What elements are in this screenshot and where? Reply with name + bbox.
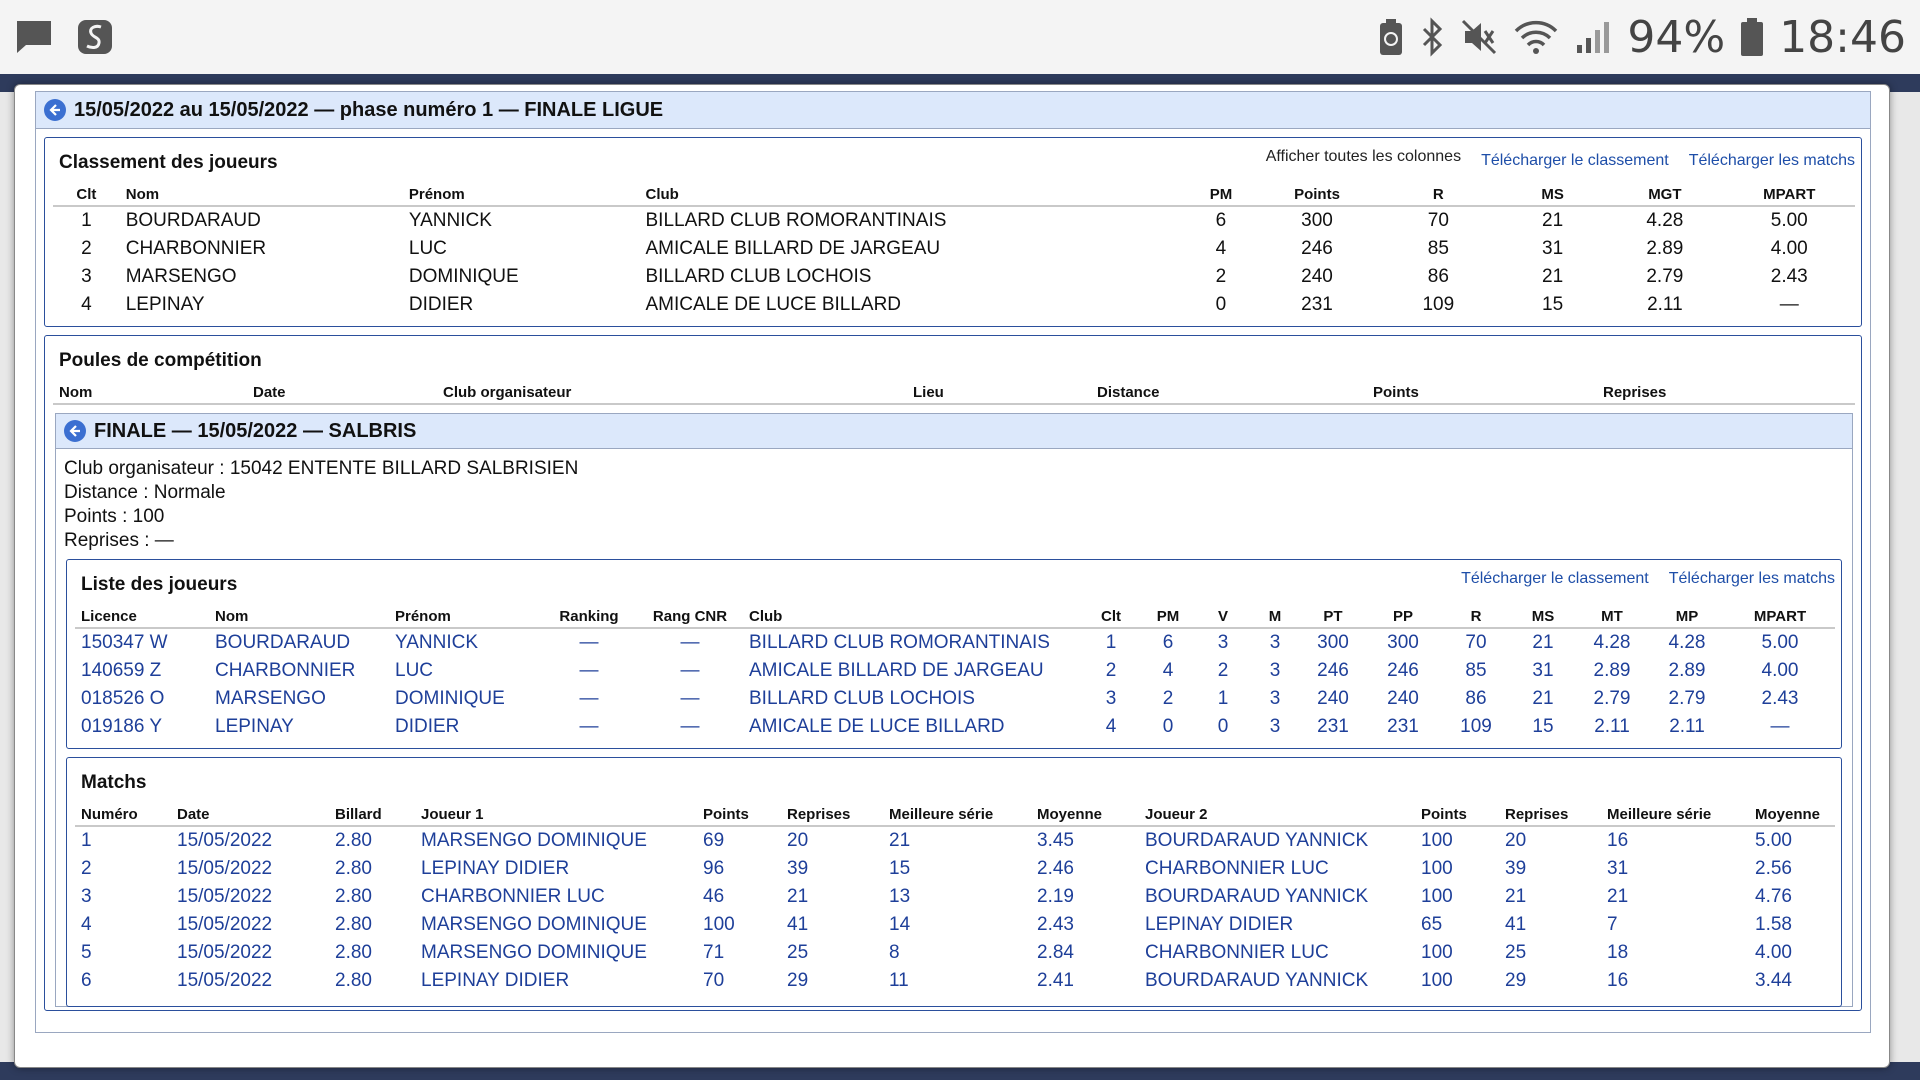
- table-cell: 4.28: [1668, 632, 1706, 653]
- table-cell: 2.80: [335, 914, 372, 935]
- column-header-date: Date: [247, 380, 437, 404]
- table-cell: 3: [1217, 632, 1229, 653]
- table-cell: 15: [1532, 716, 1554, 737]
- table-cell: —: [579, 660, 599, 681]
- table-row[interactable]: [75, 855, 1835, 883]
- column-header-distance: Distance: [1091, 380, 1367, 404]
- table-cell: MARSENGO: [215, 688, 326, 709]
- table-cell: CHARBONNIER LUC: [421, 886, 605, 907]
- ranking-section: [44, 137, 1862, 327]
- table-cell: DOMINIQUE: [395, 688, 505, 709]
- download-ranking-link[interactable]: Télécharger le classement: [1481, 152, 1669, 169]
- table-cell: 2: [1215, 266, 1227, 287]
- table-cell: MARSENGO DOMINIQUE: [421, 830, 647, 851]
- table-cell: 2.43: [1037, 914, 1074, 935]
- table-cell: 70: [1465, 632, 1487, 653]
- table-cell: 21: [1532, 632, 1554, 653]
- column-header-pt: PT: [1301, 604, 1365, 628]
- clock: 18:46: [1779, 11, 1906, 63]
- table-cell: 300: [1387, 632, 1419, 653]
- table-cell: 5.00: [1755, 830, 1792, 851]
- table-cell: BOURDARAUD YANNICK: [1145, 970, 1369, 991]
- table-row[interactable]: [75, 967, 1835, 995]
- table-cell: 2: [1105, 660, 1117, 681]
- phase-panel: [35, 91, 1871, 1033]
- table-cell: 21: [787, 886, 809, 907]
- column-header-reprises: Reprises: [1499, 802, 1601, 826]
- back-arrow-icon[interactable]: [44, 99, 66, 121]
- table-cell: 71: [703, 942, 725, 963]
- table-cell: LUC: [408, 238, 447, 259]
- table-cell: AMICALE BILLARD DE JARGEAU: [645, 238, 941, 259]
- table-cell: 15/05/2022: [177, 886, 273, 907]
- battery-icon: [1739, 16, 1765, 58]
- table-cell: 2: [81, 858, 92, 879]
- matches-section: [66, 757, 1842, 1007]
- pool-header: [56, 414, 1852, 449]
- table-cell: 2.80: [335, 830, 372, 851]
- players-section: [66, 559, 1842, 749]
- table-cell: AMICALE BILLARD DE JARGEAU: [749, 660, 1044, 681]
- table-row[interactable]: [75, 883, 1835, 911]
- pools-section: [44, 335, 1862, 1011]
- table-cell: 15/05/2022: [177, 942, 273, 963]
- column-header-club-organisateur: Club organisateur: [437, 380, 907, 404]
- table-cell: DIDIER: [395, 716, 460, 737]
- table-cell: BOURDARAUD YANNICK: [1145, 830, 1369, 851]
- table-cell: 4: [81, 914, 92, 935]
- table-cell: 109: [1460, 716, 1492, 737]
- table-cell: 21: [889, 830, 911, 851]
- players-title: Liste des joueurs: [81, 574, 238, 595]
- table-cell: CHARBONNIER: [125, 238, 267, 259]
- table-cell: 86: [1427, 266, 1449, 287]
- pool-reprises: Reprises : —: [64, 530, 174, 551]
- column-header-club: Club: [743, 604, 1083, 628]
- table-row[interactable]: [75, 657, 1835, 685]
- table-cell: 4.28: [1593, 632, 1631, 653]
- table-cell: 5.00: [1770, 210, 1808, 231]
- table-cell: 21: [1532, 688, 1554, 709]
- table-cell: 15/05/2022: [177, 858, 273, 879]
- pools-table: [53, 380, 1855, 405]
- table-cell: 100: [703, 914, 735, 935]
- status-bar: [0, 0, 1920, 74]
- table-cell: 4: [1105, 716, 1117, 737]
- table-cell: LEPINAY: [215, 716, 294, 737]
- table-row[interactable]: [75, 826, 1835, 855]
- column-header-rang-cnr: Rang CNR: [637, 604, 743, 628]
- table-cell: LUC: [395, 660, 434, 681]
- table-cell: —: [680, 716, 700, 737]
- phase-title: 15/05/2022 au 15/05/2022 — phase numéro 1 — FINALE LIGUE: [74, 98, 664, 121]
- pool-title: FINALE — 15/05/2022 — SALBRIS: [94, 419, 417, 442]
- ranking-title: Classement des joueurs: [59, 152, 278, 173]
- table-cell: 150347 W: [81, 632, 168, 653]
- table-cell: 2: [1162, 688, 1174, 709]
- players-links: [1461, 570, 1835, 588]
- download-matches-link[interactable]: Télécharger les matchs: [1688, 152, 1855, 169]
- table-cell: 14: [889, 914, 911, 935]
- table-cell: 0: [1215, 294, 1227, 315]
- table-cell: 20: [787, 830, 809, 851]
- column-header-prenom: Prénom: [403, 182, 640, 206]
- table-cell: 11: [889, 970, 909, 991]
- table-cell: 5: [81, 942, 92, 963]
- table-cell: 4: [81, 294, 92, 315]
- table-cell: 2.89: [1593, 660, 1631, 681]
- column-header-prenom: Prénom: [389, 604, 541, 628]
- table-cell: —: [680, 688, 700, 709]
- table-cell: 4.00: [1770, 238, 1808, 259]
- competition-modal: [14, 84, 1890, 1068]
- column-header-mpart: MPART: [1725, 604, 1835, 628]
- table-cell: 85: [1465, 660, 1487, 681]
- table-cell: 65: [1421, 914, 1443, 935]
- column-header-pp: PP: [1365, 604, 1441, 628]
- table-cell: 2.11: [1669, 716, 1705, 737]
- column-header-points: Points: [1367, 380, 1597, 404]
- table-cell: —: [1779, 294, 1799, 315]
- column-header-nom: Nom: [209, 604, 389, 628]
- column-header-clt: Clt: [53, 182, 120, 206]
- column-header-pm: PM: [1186, 182, 1257, 206]
- table-cell: BILLARD CLUB LOCHOIS: [645, 266, 872, 287]
- table-row[interactable]: [53, 235, 1855, 263]
- table-cell: YANNICK: [395, 632, 479, 653]
- table-cell: 3: [1269, 688, 1281, 709]
- table-cell: 6: [81, 970, 92, 991]
- pool-club: Club organisateur : 15042 ENTENTE BILLARD SALBRISIEN: [64, 458, 579, 479]
- table-cell: 69: [703, 830, 725, 851]
- column-header-mpart: MPART: [1724, 182, 1856, 206]
- table-cell: YANNICK: [408, 210, 492, 231]
- table-cell: 246: [1317, 660, 1349, 681]
- table-row[interactable]: [75, 685, 1835, 713]
- table-cell: 2.84: [1037, 942, 1074, 963]
- table-cell: 2: [81, 238, 92, 259]
- table-cell: 2.80: [335, 886, 372, 907]
- table-cell: 246: [1301, 238, 1333, 259]
- table-cell: 25: [1505, 942, 1527, 963]
- table-cell: 0: [1162, 716, 1174, 737]
- table-cell: 15/05/2022: [177, 830, 273, 851]
- column-header-points: Points: [697, 802, 781, 826]
- table-cell: 2.79: [1593, 688, 1631, 709]
- table-cell: 6: [1215, 210, 1227, 231]
- table-cell: 2.80: [335, 858, 372, 879]
- table-cell: BILLARD CLUB ROMORANTINAIS: [749, 632, 1050, 653]
- column-header-r: R: [1378, 182, 1499, 206]
- table-cell: 240: [1387, 688, 1419, 709]
- table-cell: 2.19: [1037, 886, 1074, 907]
- table-cell: 3: [1105, 688, 1117, 709]
- table-cell: MARSENGO DOMINIQUE: [421, 914, 647, 935]
- table-row[interactable]: [53, 206, 1855, 235]
- table-cell: 2.80: [335, 942, 372, 963]
- table-cell: LEPINAY: [125, 294, 205, 315]
- table-cell: 13: [889, 886, 911, 907]
- table-cell: 231: [1317, 716, 1349, 737]
- table-row[interactable]: [53, 291, 1855, 319]
- table-cell: 5.00: [1761, 632, 1799, 653]
- column-header-lieu: Lieu: [907, 380, 1091, 404]
- column-header-ms: MS: [1511, 604, 1575, 628]
- column-header-moyenne: Moyenne: [1031, 802, 1139, 826]
- table-cell: 4: [1162, 660, 1174, 681]
- table-cell: 2.79: [1668, 688, 1706, 709]
- table-cell: 25: [787, 942, 809, 963]
- table-cell: 2.89: [1646, 238, 1684, 259]
- bluetooth-icon: [1419, 17, 1445, 57]
- table-cell: 2.46: [1037, 858, 1074, 879]
- table-cell: 2.56: [1755, 858, 1792, 879]
- table-cell: 21: [1542, 210, 1564, 231]
- pool-detail: [55, 413, 1853, 1007]
- column-header-nom: Nom: [120, 182, 403, 206]
- table-cell: 2.43: [1761, 688, 1799, 709]
- signal-icon: [1573, 17, 1613, 57]
- table-cell: 2.41: [1037, 970, 1074, 991]
- table-cell: 100: [1421, 858, 1453, 879]
- table-cell: 4.76: [1755, 886, 1792, 907]
- table-cell: 231: [1387, 716, 1419, 737]
- players-download-ranking-link[interactable]: Télécharger le classement: [1461, 570, 1649, 587]
- table-cell: DOMINIQUE: [408, 266, 519, 287]
- table-cell: BILLARD CLUB LOCHOIS: [749, 688, 975, 709]
- table-cell: 2.80: [335, 970, 372, 991]
- table-cell: 2.79: [1646, 266, 1684, 287]
- table-cell: 20: [1505, 830, 1527, 851]
- column-header-nom: Nom: [53, 380, 247, 404]
- table-cell: 21: [1607, 886, 1629, 907]
- matches-table: [75, 802, 1835, 995]
- table-cell: 3: [1269, 632, 1281, 653]
- pool-back-arrow-icon[interactable]: [64, 420, 86, 442]
- table-cell: 29: [787, 970, 809, 991]
- table-cell: 3.45: [1037, 830, 1074, 851]
- phase-header: [36, 92, 1870, 129]
- table-row[interactable]: [75, 911, 1835, 939]
- table-cell: 21: [1505, 886, 1527, 907]
- table-cell: 7: [1607, 914, 1618, 935]
- table-cell: CHARBONNIER LUC: [1145, 942, 1329, 963]
- table-cell: 4: [1215, 238, 1227, 259]
- table-cell: 31: [1532, 660, 1554, 681]
- table-cell: LEPINAY DIDIER: [421, 970, 570, 991]
- table-cell: 100: [1421, 886, 1453, 907]
- table-cell: 15/05/2022: [177, 970, 273, 991]
- table-cell: 8: [889, 942, 900, 963]
- wifi-icon: [1513, 17, 1559, 57]
- table-cell: 16: [1607, 970, 1629, 991]
- table-cell: BOURDARAUD: [215, 632, 351, 653]
- table-cell: 0: [1217, 716, 1229, 737]
- column-header-points: Points: [1415, 802, 1499, 826]
- app-s-icon: [76, 18, 114, 56]
- table-cell: 4.28: [1646, 210, 1684, 231]
- column-header-points: Points: [1256, 182, 1377, 206]
- table-cell: MARSENGO DOMINIQUE: [421, 942, 647, 963]
- table-cell: 4.00: [1761, 660, 1799, 681]
- table-cell: 86: [1465, 688, 1487, 709]
- players-table: [75, 604, 1835, 741]
- table-cell: 46: [703, 886, 725, 907]
- table-cell: 1: [81, 210, 92, 231]
- table-row[interactable]: [75, 713, 1835, 741]
- table-cell: 70: [703, 970, 725, 991]
- column-header-ranking: Ranking: [541, 604, 637, 628]
- pools-title: Poules de compétition: [59, 350, 262, 371]
- table-cell: 2.11: [1647, 294, 1683, 315]
- pool-distance: Distance : Normale: [64, 482, 226, 503]
- column-header-clt: Clt: [1083, 604, 1139, 628]
- table-cell: 1: [1105, 632, 1117, 653]
- column-header-m: M: [1249, 604, 1301, 628]
- pool-points: Points : 100: [64, 506, 165, 527]
- ranking-links: [1266, 148, 1855, 170]
- column-header-moyenne: Moyenne: [1749, 802, 1835, 826]
- mute-icon: [1459, 17, 1499, 57]
- table-cell: 140659 Z: [81, 660, 162, 681]
- table-cell: 41: [1505, 914, 1527, 935]
- table-cell: 100: [1421, 970, 1453, 991]
- table-cell: BOURDARAUD YANNICK: [1145, 886, 1369, 907]
- column-header-joueur-2: Joueur 2: [1139, 802, 1415, 826]
- table-cell: 246: [1387, 660, 1419, 681]
- table-cell: —: [1770, 716, 1790, 737]
- column-header-joueur-1: Joueur 1: [415, 802, 697, 826]
- table-cell: —: [680, 660, 700, 681]
- table-cell: —: [579, 632, 599, 653]
- column-header-mp: MP: [1649, 604, 1725, 628]
- table-cell: 41: [787, 914, 809, 935]
- table-cell: 70: [1427, 210, 1449, 231]
- table-cell: 109: [1422, 294, 1455, 315]
- ranking-table: [53, 182, 1855, 319]
- table-cell: 1.58: [1755, 914, 1792, 935]
- matches-title: Matchs: [81, 772, 147, 793]
- table-cell: 96: [703, 858, 725, 879]
- table-cell: —: [579, 688, 599, 709]
- table-cell: 15: [1542, 294, 1564, 315]
- column-header-date: Date: [171, 802, 329, 826]
- table-cell: AMICALE DE LUCE BILLARD: [749, 716, 1005, 737]
- battery-saver-icon: [1377, 17, 1405, 57]
- table-cell: 2.11: [1594, 716, 1630, 737]
- table-cell: 4.00: [1755, 942, 1792, 963]
- column-header-mt: MT: [1575, 604, 1649, 628]
- table-cell: 29: [1505, 970, 1527, 991]
- table-cell: 1: [1217, 688, 1229, 709]
- table-cell: 16: [1607, 830, 1629, 851]
- battery-percent: 94%: [1627, 11, 1726, 63]
- column-header-numero: Numéro: [75, 802, 171, 826]
- table-cell: LEPINAY DIDIER: [421, 858, 570, 879]
- column-header-club: Club: [640, 182, 1186, 206]
- table-cell: 300: [1317, 632, 1349, 653]
- message-icon: [14, 18, 54, 56]
- table-cell: 3.44: [1755, 970, 1792, 991]
- table-cell: CHARBONNIER: [215, 660, 356, 681]
- table-cell: —: [579, 716, 599, 737]
- table-cell: 6: [1162, 632, 1174, 653]
- table-cell: 21: [1542, 266, 1564, 287]
- table-row[interactable]: [53, 263, 1855, 291]
- table-cell: 018526 O: [81, 688, 165, 709]
- table-cell: 15: [889, 858, 911, 879]
- column-header-reprises: Reprises: [1597, 380, 1855, 404]
- column-header-billard: Billard: [329, 802, 415, 826]
- table-cell: 3: [81, 266, 92, 287]
- column-header-mgt: MGT: [1606, 182, 1723, 206]
- table-cell: 300: [1301, 210, 1333, 231]
- column-header-meilleure-serie: Meilleure série: [1601, 802, 1749, 826]
- column-header-meilleure-serie: Meilleure série: [883, 802, 1031, 826]
- column-header-ms: MS: [1499, 182, 1606, 206]
- table-cell: 019186 Y: [81, 716, 163, 737]
- table-cell: 1: [81, 830, 92, 851]
- table-cell: BILLARD CLUB ROMORANTINAIS: [645, 210, 947, 231]
- table-cell: 2.43: [1770, 266, 1808, 287]
- table-cell: AMICALE DE LUCE BILLARD: [645, 294, 902, 315]
- table-cell: 2: [1217, 660, 1229, 681]
- table-cell: 39: [787, 858, 809, 879]
- table-cell: 3: [1269, 660, 1281, 681]
- table-cell: 31: [1542, 238, 1564, 259]
- table-cell: —: [680, 632, 700, 653]
- column-header-pm: PM: [1139, 604, 1197, 628]
- show-all-columns-link[interactable]: Afficher toutes les colonnes: [1265, 148, 1462, 165]
- column-header-r: R: [1441, 604, 1511, 628]
- table-cell: 100: [1421, 830, 1453, 851]
- table-cell: MARSENGO: [125, 266, 237, 287]
- players-download-matches-link[interactable]: Télécharger les matchs: [1668, 570, 1835, 587]
- column-header-reprises: Reprises: [781, 802, 883, 826]
- table-cell: BOURDARAUD: [125, 210, 261, 231]
- table-cell: 2.89: [1668, 660, 1706, 681]
- table-cell: 3: [1269, 716, 1281, 737]
- table-cell: 18: [1607, 942, 1629, 963]
- table-cell: 15/05/2022: [177, 914, 273, 935]
- table-cell: 231: [1301, 294, 1333, 315]
- table-cell: 3: [81, 886, 92, 907]
- table-cell: CHARBONNIER LUC: [1145, 858, 1329, 879]
- table-cell: 100: [1421, 942, 1453, 963]
- table-cell: 31: [1607, 858, 1629, 879]
- table-cell: 240: [1317, 688, 1349, 709]
- table-row[interactable]: [75, 628, 1835, 657]
- table-cell: LEPINAY DIDIER: [1145, 914, 1294, 935]
- pool-info: [56, 449, 1852, 559]
- table-cell: 39: [1505, 858, 1527, 879]
- table-cell: 240: [1301, 266, 1333, 287]
- column-header-licence: Licence: [75, 604, 209, 628]
- table-cell: DIDIER: [408, 294, 474, 315]
- table-cell: 85: [1427, 238, 1449, 259]
- column-header-v: V: [1197, 604, 1249, 628]
- table-row[interactable]: [75, 939, 1835, 967]
